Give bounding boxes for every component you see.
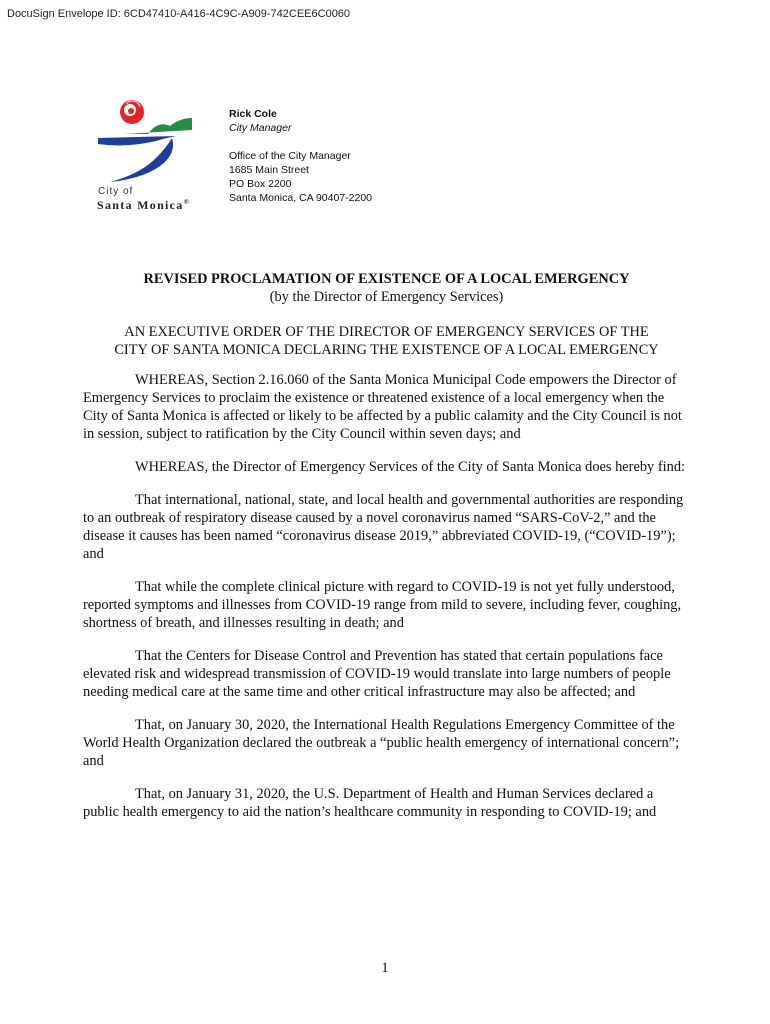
paragraph-finding-symptoms: That while the complete clinical picture with regard to COVID-19 is not yet fully understood, reported symptoms and illnesses from COVID-19 range from mild to severe, including fever, coughing, shortness of breath, and illnesses resulting in death; and <box>83 579 682 631</box>
document-subtitle: (by the Director of Emergency Services) <box>269 289 504 305</box>
paragraph-whereas-2: WHEREAS, the Director of Emergency Services of the City of Santa Monica does hereby find: <box>135 459 686 475</box>
office-street: 1685 Main Street <box>229 164 309 176</box>
santa-monica-logo-icon <box>96 98 206 188</box>
logo-city-of: City of <box>98 186 134 197</box>
city-manager-title: City Manager <box>229 122 292 134</box>
executive-order-line-2: CITY OF SANTA MONICA DECLARING THE EXISTENCE OF A LOCAL EMERGENCY <box>114 342 659 358</box>
registered-mark: ® <box>183 198 189 206</box>
office-po-box: PO Box 2200 <box>229 178 292 190</box>
document-title: REVISED PROCLAMATION OF EXISTENCE OF A LOCAL EMERGENCY <box>143 271 630 287</box>
paragraph-whereas-1: WHEREAS, Section 2.16.060 of the Santa Monica Municipal Code empowers the Director of Emergency Services to proclaim the existence or threatened existence of a local emergency when the City of Santa Monica is affected or likely to be affected by a public calamity and the City Council is not in session, subject to ratification by the City Council within seven days; and <box>83 372 682 442</box>
office-name: Office of the City Manager <box>229 150 351 162</box>
document-body <box>83 270 690 821</box>
page-number: 1 <box>381 960 389 976</box>
logo-city-name-text: Santa Monica <box>97 198 184 212</box>
docusign-envelope-id: DocuSign Envelope ID: 6CD47410-A416-4C9C-A909-742CEE6C0060 <box>7 8 351 20</box>
paragraph-finding-who: That, on January 30, 2020, the International Health Regulations Emergency Committee of the World Health Organization declared the outbreak a “public health emergency of international concern”; and <box>83 717 680 769</box>
executive-order-line-1: AN EXECUTIVE ORDER OF THE DIRECTOR OF EMERGENCY SERVICES OF THE <box>124 324 649 340</box>
paragraph-finding-cdc: That the Centers for Disease Control and Prevention has stated that certain populations face elevated risk and widespread transmission of COVID-19 would translate into large numbers of people needing medical care at the same time and other critical infrastructure may also be affected; and <box>83 648 671 700</box>
letterhead-office-block <box>229 107 372 205</box>
paragraph-finding-hhs: That, on January 31, 2020, the U.S. Department of Health and Human Services declared a public health emergency to aid the nation’s healthcare community in responding to COVID-19; and <box>83 786 657 820</box>
letterhead-spacer <box>229 135 372 149</box>
santa-monica-logo <box>96 98 206 216</box>
city-manager-name: Rick Cole <box>229 108 277 120</box>
office-city-state-zip: Santa Monica, CA 90407-2200 <box>229 192 373 204</box>
executive-order-heading <box>83 323 690 359</box>
logo-city-name <box>97 198 189 213</box>
paragraph-finding-outbreak: That international, national, state, and local health and governmental authorities are responding to an outbreak of respiratory disease caused by a novel coronavirus named “SARS-CoV-2,” and the disease it causes has been named “coronavirus disease 2019,” abbreviated COVID-19, (“COVID-19”); and <box>83 492 684 562</box>
